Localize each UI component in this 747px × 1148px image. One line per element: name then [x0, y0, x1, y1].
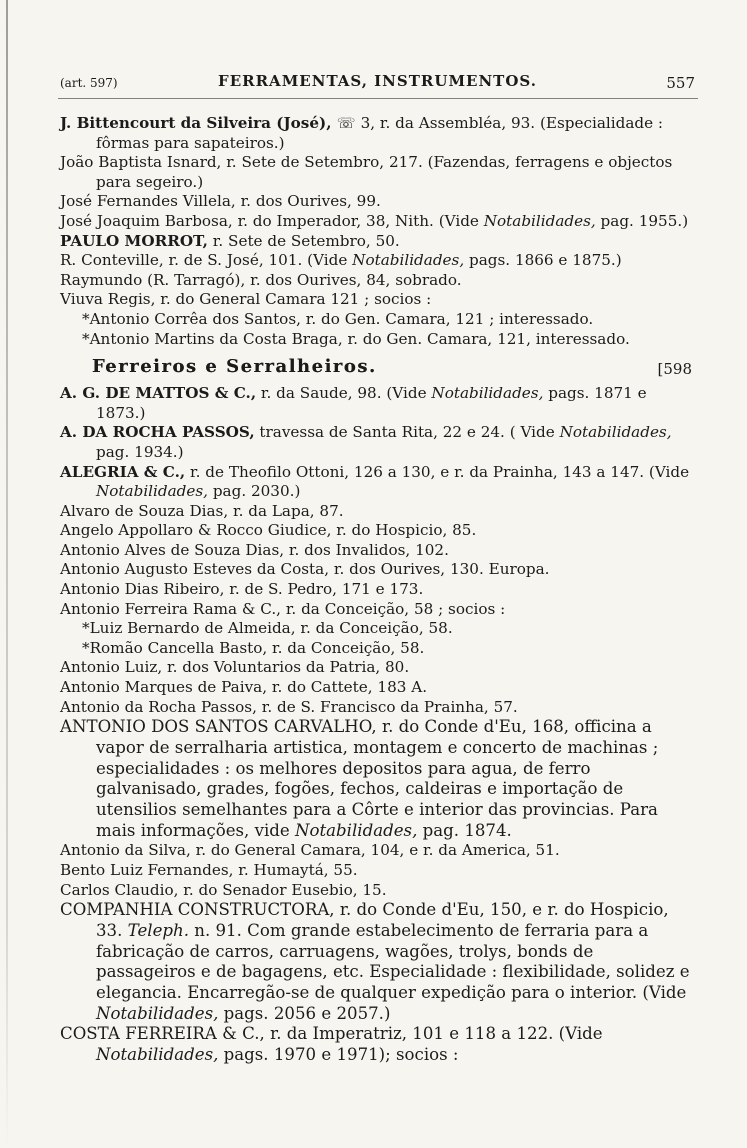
directory-entry: [60, 423, 692, 462]
entry-text: Carlos Claudio, r. do Senador Eusebio, 15.: [60, 880, 387, 899]
entry-reference: Notabilidades,: [96, 1045, 219, 1065]
directory-entry: [60, 841, 692, 861]
directory-entry: [60, 290, 692, 310]
entry-reference: Notabilidades,: [294, 820, 418, 840]
entry-text: Angelo Appollaro & Rocco Giudice, r. do Hospicio, 85.: [60, 521, 477, 540]
entry-text: Antonio Augusto Esteves da Costa, r. dos Ourives, 130. Europa.: [60, 560, 550, 579]
entry-list-bottom: [60, 384, 692, 1066]
entry-text: Antonio Alves de Souza Dias, r. dos Invalidos, 102.: [60, 540, 449, 559]
entry-text: pag. 1874.: [417, 820, 512, 840]
entry-text: Bento Luiz Fernandes, r. Humaytá, 55.: [60, 861, 358, 880]
entry-text: pags. 1871 e 1873.): [96, 384, 647, 422]
directory-entry: [60, 114, 692, 153]
directory-entry: [60, 384, 692, 423]
entry-text: r. da Saude, 98. (Vide: [256, 384, 432, 403]
directory-entry: [60, 1024, 692, 1065]
entry-text: *Romão Cancella Basto, r. da Conceição, 58.: [82, 638, 425, 657]
entry-text: r. Sete de Setembro, 50.: [207, 231, 400, 250]
article-ref: (art. 597): [60, 76, 118, 90]
entry-text: Antonio da Silva, r. do General Camara, 104, e r. da America, 51.: [60, 841, 560, 860]
entry-name: A. G. DE MATTOS & C.,: [60, 384, 257, 403]
partner-entry: [60, 619, 692, 639]
directory-entry: [60, 192, 692, 212]
entry-text: Alvaro de Souza Dias, r. da Lapa, 87.: [60, 501, 344, 520]
entry-text: pags. 2056 e 2057.): [218, 1003, 391, 1023]
entry-text: *Antonio Corrêa dos Santos, r. do Gen. Camara, 121 ; interessado.: [82, 309, 594, 328]
directory-entry: [60, 678, 692, 698]
partner-entry: [60, 310, 692, 330]
entry-text: n. 91. Com grande estabelecimento de ferraria para a fabricação de carros, carruagens, wagões, trolys, bonds de passageiros e de bagagens, etc. Especialidade : flexibilidade, solidez e elegancia. Encarregão-se de qualquer expedição para o interior. (Vide: [96, 920, 690, 1003]
entry-text: *Luiz Bernardo de Almeida, r. da Conceição, 58.: [82, 619, 453, 638]
directory-entry: [60, 463, 692, 502]
entry-name: PAULO MORROT,: [60, 231, 208, 250]
entry-text: Antonio Dias Ribeiro, r. de S. Pedro, 171 e 173.: [60, 580, 424, 599]
directory-body: [60, 114, 692, 1066]
entry-text: r. de Theofilo Ottoni, 126 a 130, e r. da Prainha, 143 a 147. (Vide: [185, 462, 690, 481]
directory-entry: [60, 560, 692, 580]
entry-text: COMPANHIA CONSTRUCTORA,: [60, 900, 335, 920]
entry-text: r. da Imperatriz, 101 e 118 a 122. (Vide: [264, 1024, 603, 1044]
directory-entry: [60, 251, 692, 271]
entry-text: Viuva Regis, r. do General Camara 121 ; socios :: [60, 290, 432, 309]
entry-text: pag. 1955.): [595, 211, 689, 230]
directory-entry: [60, 717, 692, 841]
directory-entry: [60, 271, 692, 291]
entry-text: Raymundo (R. Tarragó), r. dos Ourives, 84, sobrado.: [60, 270, 462, 289]
entry-text: COSTA FERREIRA & C.,: [60, 1024, 265, 1044]
entry-text: ☏ 3, r. da Assembléa, 93. (Especialidade : fôrmas para sapateiros.): [96, 114, 664, 152]
entry-reference: Notabilidades,: [559, 423, 672, 442]
entry-text: r. do Conde d'Eu, 168, officina a vapor de serralharia artistica, montagem e concerto de machinas ; especialidades : os melhores depositos para agua, de ferro galvanisado, grades, fogões, fechos, caldeiras e importação de utensilios semelhantes para a Côrte e interior das provincias. Para mais informações, vide: [96, 717, 659, 840]
entry-text: Antonio Luiz, r. dos Voluntarios da Patria, 80.: [60, 658, 410, 677]
entry-reference: Notabilidades,: [96, 1003, 219, 1023]
directory-entry: [60, 521, 692, 541]
directory-entry: [60, 153, 692, 192]
entry-text: pags. 1970 e 1971); socios :: [218, 1045, 459, 1065]
entry-text: travessa de Santa Rita, 22 e 24. ( Vide: [254, 423, 560, 442]
page-number: 557: [666, 74, 695, 92]
partner-entry: [60, 330, 692, 350]
entry-name: ALEGRIA & C.,: [60, 462, 186, 481]
entry-list-top: [60, 114, 692, 349]
directory-entry: [60, 881, 692, 901]
directory-entry: [60, 861, 692, 881]
entry-reference: Teleph.: [127, 920, 189, 940]
directory-entry: [60, 212, 692, 232]
entry-reference: Notabilidades,: [431, 384, 544, 403]
running-header: [60, 72, 695, 94]
entry-text: Antonio Ferreira Rama & C., r. da Conceição, 58 ; socios :: [60, 599, 506, 618]
entry-text: pag. 2030.): [208, 482, 301, 501]
directory-entry: [60, 658, 692, 678]
entry-text: R. Conteville, r. de S. José, 101. (Vide: [60, 251, 353, 270]
section-heading: [60, 357, 692, 381]
directory-entry: [60, 600, 692, 620]
page-title: FERRAMENTAS, INSTRUMENTOS.: [218, 72, 537, 90]
entry-text: José Fernandes Villela, r. dos Ourives, 99.: [60, 192, 381, 211]
entry-text: r. do Conde d'Eu, 150, e r. do Hospicio, 33.: [96, 900, 669, 940]
entry-text: *Antonio Martins da Costa Braga, r. do Gen. Camara, 121, interessado.: [82, 329, 630, 348]
entry-text: José Joaquim Barbosa, r. do Imperador, 38, Nith. (Vide: [60, 211, 484, 230]
directory-entry: [60, 698, 692, 718]
entry-reference: Notabilidades,: [96, 482, 208, 501]
header-rule: [58, 98, 698, 99]
partner-entry: [60, 639, 692, 659]
entry-reference: Notabilidades,: [352, 251, 465, 270]
section-number: [598: [657, 360, 692, 379]
entry-text: ANTONIO DOS SANTOS CARVALHO,: [60, 717, 377, 737]
section-title: Ferreiros e Serralheiros.: [92, 356, 377, 378]
entry-name: J. Bittencourt da Silveira (José),: [60, 114, 337, 132]
entry-text: pags. 1866 e 1875.): [464, 251, 622, 270]
directory-entry: [60, 580, 692, 600]
entry-name: A. DA ROCHA PASSOS,: [60, 423, 255, 442]
entry-text: Antonio Marques de Paiva, r. do Cattete, 183 A.: [60, 678, 428, 697]
directory-entry: [60, 232, 692, 252]
entry-reference: Notabilidades,: [483, 211, 596, 230]
directory-entry: [60, 900, 692, 1024]
directory-entry: [60, 502, 692, 522]
directory-entry: [60, 541, 692, 561]
entry-text: João Baptista Isnard, r. Sete de Setembro, 217. (Fazendas, ferragens e objectos para segeiro.): [60, 153, 673, 191]
binding-edge: [6, 0, 8, 1148]
entry-text: pag. 1934.): [96, 442, 184, 461]
entry-text: Antonio da Rocha Passos, r. de S. Francisco da Prainha, 57.: [60, 697, 518, 716]
